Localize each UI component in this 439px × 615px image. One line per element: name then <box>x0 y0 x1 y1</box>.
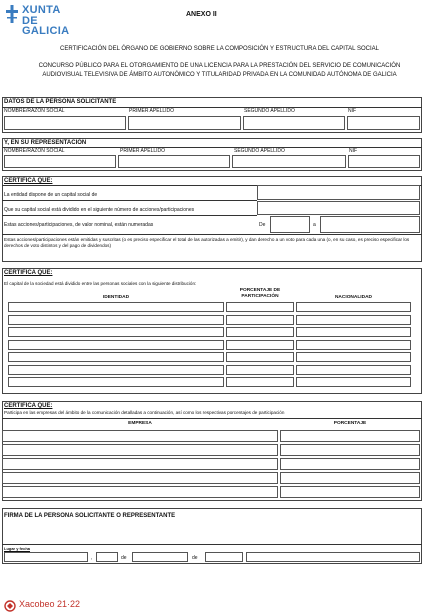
col-percent-header-line1: PORCENTAJE DE <box>239 288 281 293</box>
applicant-second-surname-field[interactable] <box>243 116 345 130</box>
distribution-percent-cell[interactable] <box>226 352 294 362</box>
participation-percentage-cell[interactable] <box>280 444 420 456</box>
comma-label: , <box>91 555 93 561</box>
representative-name-label: NOMBRE/RAZÓN SOCIAL <box>4 148 65 154</box>
xacobeo-emblem-icon <box>4 599 16 611</box>
shares-field[interactable] <box>257 201 420 215</box>
distribution-percent-cell[interactable] <box>226 327 294 337</box>
de-label-2: de <box>192 555 198 561</box>
distribution-identity-cell[interactable] <box>8 340 224 350</box>
representative-heading: Y, EN SU REPRESENTACIÓN <box>4 140 87 146</box>
applicant-second-surname-label: SEGUNDO APELLIDO <box>244 108 295 114</box>
nominal-label: Estas acciones/participaciones, de valor nominal, están numeradas <box>4 222 154 228</box>
logo-line2: DE GALICIA <box>22 15 70 37</box>
distribution-nationality-cell[interactable] <box>296 377 411 387</box>
representative-nif-field[interactable] <box>348 155 420 168</box>
participation-company-cell[interactable] <box>2 444 278 456</box>
signature-heading: FIRMA DE LA PERSONA SOLICITANTE O REPRESENTANTE <box>4 513 176 519</box>
document-title: CERTIFICACIÓN DEL ÓRGANO DE GOBIERNO SOBRE LA COMPOSICIÓN Y ESTRUCTURA DEL CAPITAL SOCIAL <box>60 46 379 52</box>
applicant-first-surname-field[interactable] <box>128 116 241 130</box>
xacobeo-logo <box>4 598 94 612</box>
distribution-identity-cell[interactable] <box>8 377 224 387</box>
applicant-name-label: NOMBRE/RAZÓN SOCIAL <box>4 108 65 114</box>
col-percent-header-line2: PARTICIPACIÓN <box>241 294 279 299</box>
number-from-field[interactable] <box>270 216 310 233</box>
participation-percentage-cell[interactable] <box>280 430 420 442</box>
representative-second-surname-label: SEGUNDO APELLIDO <box>234 148 285 154</box>
applicant-nif-label: NIF <box>348 108 357 114</box>
distribution-nationality-cell[interactable] <box>296 365 411 375</box>
month-field[interactable] <box>132 552 188 562</box>
representative-first-surname-label: PRIMER APELLIDO <box>120 148 166 154</box>
distribution-percent-cell[interactable] <box>226 377 294 387</box>
distribution-nationality-cell[interactable] <box>296 352 411 362</box>
col-nationality-header: NACIONALIDAD <box>334 295 373 300</box>
to-label: a <box>313 222 316 228</box>
capital-field[interactable] <box>257 185 420 200</box>
day-field[interactable] <box>96 552 118 562</box>
number-to-field[interactable] <box>320 216 420 233</box>
applicant-nif-field[interactable] <box>347 116 420 130</box>
logo-line1: XUNTA <box>22 4 61 16</box>
participation-company-cell[interactable] <box>2 486 278 498</box>
participation-percentage-cell[interactable] <box>280 458 420 470</box>
capital-label: La entidad dispone de un capital social de <box>4 192 98 198</box>
distribution-nationality-cell[interactable] <box>296 315 411 325</box>
participation-company-cell[interactable] <box>2 472 278 484</box>
participation-company-cell[interactable] <box>2 430 278 442</box>
year-field[interactable] <box>205 552 243 562</box>
xunta-logo <box>6 3 86 37</box>
certify2-intro: El capital de la sociedad está dividido entre las personas sociales con la siguiente distribución: <box>4 281 197 286</box>
subtitle-line1: CONCURSO PÚBLICO PARA EL OTORGAMIENTO DE UNA LICENCIA PARA LA PRESTACIÓN DEL SERVICIO DE COMUNICACIÓN <box>38 63 401 69</box>
distribution-identity-cell[interactable] <box>8 352 224 362</box>
place-field[interactable] <box>4 552 88 562</box>
participation-company-cell[interactable] <box>2 458 278 470</box>
signature-field[interactable] <box>246 552 420 562</box>
participation-percentage-cell[interactable] <box>280 486 420 498</box>
certify2-heading: CERTIFICA QUE: <box>4 270 53 276</box>
distribution-percent-cell[interactable] <box>226 340 294 350</box>
from-label: De <box>259 222 266 228</box>
col-identity-header: IDENTIDAD <box>102 295 130 300</box>
participation-percentage-cell[interactable] <box>280 472 420 484</box>
distribution-nationality-cell[interactable] <box>296 327 411 337</box>
distribution-percent-cell[interactable] <box>226 315 294 325</box>
representative-first-surname-field[interactable] <box>118 155 230 168</box>
col-company-header: EMPRESA <box>128 421 152 426</box>
certify1-note: Estas acciones/participaciones están emitidas y suscritas (o es preciso especificar el total de las autorizadas a emitir), y dan derecho a un voto para cada una (o, en su caso, es preciso especificar los derechos de voto distintos y del pago de dividendos) <box>4 237 410 248</box>
applicant-name-field[interactable] <box>4 116 126 130</box>
xacobeo-text: Xacobeo 21·22 <box>19 599 81 609</box>
annex-label: ANEXO II <box>186 11 217 18</box>
distribution-identity-cell[interactable] <box>8 327 224 337</box>
representative-name-field[interactable] <box>4 155 116 168</box>
applicant-heading: DATOS DE LA PERSONA SOLICITANTE <box>4 99 117 105</box>
distribution-percent-cell[interactable] <box>226 302 294 312</box>
applicant-first-surname-label: PRIMER APELLIDO <box>129 108 175 114</box>
distribution-nationality-cell[interactable] <box>296 340 411 350</box>
representative-nif-label: NIF <box>349 148 358 154</box>
de-label-1: de <box>121 555 127 561</box>
shares-label: Que su capital social está dividido en el siguiente número de acciones/participaciones <box>4 207 195 213</box>
certify3-intro: Participa en las empresas del ámbito de la comunicación detalladas a continuación, así como los respectivas porcentajes de participación <box>4 410 285 415</box>
col-percentage-header: PORCENTAJE <box>333 421 367 426</box>
place-date-label: Lugar y fecha <box>4 546 31 551</box>
cross-emblem-icon <box>6 5 18 23</box>
subtitle-line2: AUDIOVISUAL TELEVISIVA DE ÁMBITO AUTONÓMICO Y TITULARIDAD PRIVADA EN LA COMUNIDAD AUTÓNOMA DE GALICIA <box>42 72 397 78</box>
distribution-identity-cell[interactable] <box>8 302 224 312</box>
distribution-percent-cell[interactable] <box>226 365 294 375</box>
representative-second-surname-field[interactable] <box>232 155 346 168</box>
certify3-heading: CERTIFICA QUE: <box>4 403 53 409</box>
certify1-heading: CERTIFICA QUE: <box>4 178 53 184</box>
distribution-nationality-cell[interactable] <box>296 302 411 312</box>
distribution-identity-cell[interactable] <box>8 365 224 375</box>
distribution-identity-cell[interactable] <box>8 315 224 325</box>
